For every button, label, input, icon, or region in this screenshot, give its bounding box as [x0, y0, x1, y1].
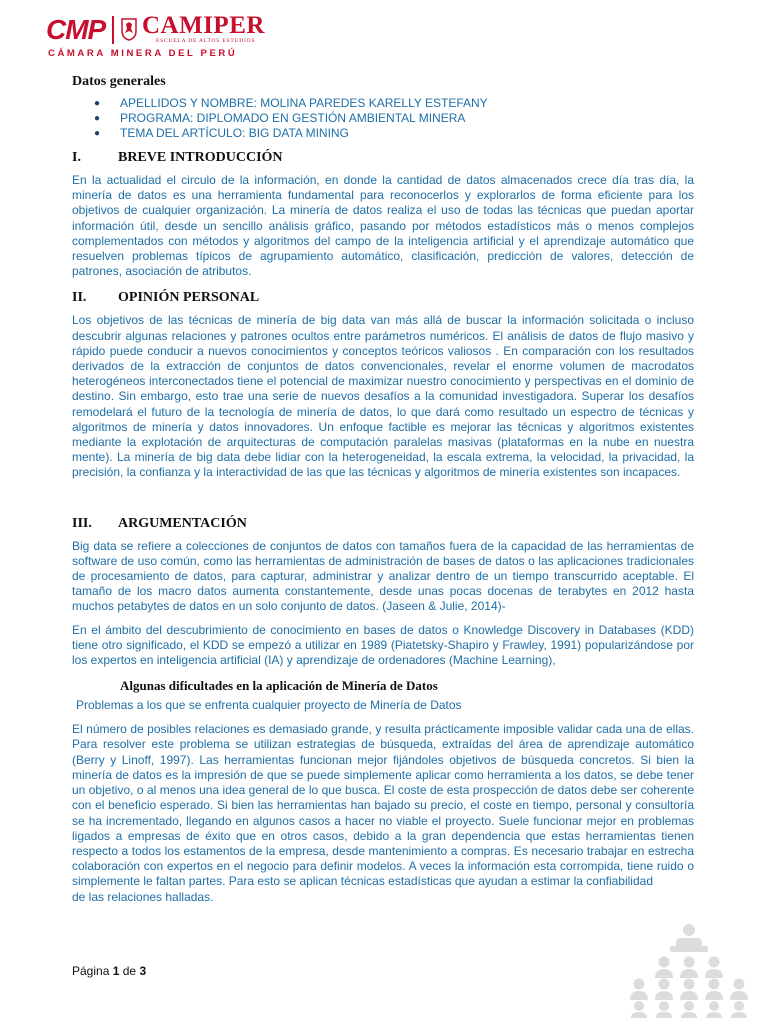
page-current: 1: [112, 964, 120, 978]
camiper-seal-icon: [120, 17, 138, 41]
datos-generales-title: Datos generales: [72, 74, 166, 89]
section-number: II.: [72, 290, 87, 306]
section-title: OPINIÓN PERSONAL: [118, 290, 260, 306]
bullet-icon: ●: [94, 128, 101, 139]
list-item: [72, 96, 694, 111]
page-total: 3: [139, 964, 147, 978]
list-item: [72, 126, 694, 141]
section-heading-3: [72, 515, 694, 533]
paragraph-tail: de las relaciones halladas.: [72, 889, 214, 904]
section-title: ARGUMENTACIÓN: [118, 515, 247, 531]
list-item-text: TEMA DEL ARTÍCULO: BIG DATA MINING: [120, 126, 349, 140]
paragraph: En la actualidad el circulo de la información, en donde la cantidad de datos almacenados crece día tras día, la minería de datos es una herramienta fundamental para reconocerlos y explorarlos de forma eficiente para los objetivos de cualquier organización. La minería de datos realiza el uso de todas las técnicas que puedan aportar información útil, desde un sencillo análisis gráfico, pasando por métodos estadísticos más o menos complejos complementados con métodos y algoritmos del campo de la inteligencia artificial y el aprendizaje automático que resuelven problemas típicos de agrupamiento automático, clasificación, predicción de valores, detección de patrones, asociación de atributos.: [72, 173, 694, 279]
list-item-text: APELLIDOS Y NOMBRE: MOLINA PAREDES KARELLY ESTEFANY: [120, 96, 488, 110]
section-heading-2: [72, 289, 694, 307]
paragraph: Los objetivos de las técnicas de minería de big data van más allá de buscar la información solicitada o incluso descubrir algunas relaciones y patrones ocultos entre parámetros numéricos. El análisis de datos de flujo masivo y rápido puede conducir a nuevos conocimientos y conceptos teóricos valiosos . En comparación con los resultados derivados de la extracción de conjuntos de datos convencionales, revelar el enorme volumen de macrodatos heterogéneos interconectados tiene el potencial de maximizar nuestro conocimiento y perspectivas en el dominio de destino. Sin embargo, esto trae una serie de nuevos desafíos a la comunidad investigadora. Superar los desafíos remodelará el futuro de la tecnología de minería de datos, lo que dará como resultado un espectro de técnicas y algoritmos de minería y datos innovadores. Un enfoque factible es mejorar las técnicas y algoritmos existentes mediante la explotación de arquitecturas de computación paralelas masivas (plataformas en la nube en nuestra mente). La minería de big data debe lidiar con la heterogeneidad, la escala extrema, la velocidad, la privacidad, la precisión, la confianza y la interactividad de las que las técnicas y algoritmos de minería existentes son incapaces.: [72, 313, 694, 480]
bullet-icon: ●: [94, 113, 101, 124]
logo-subtitle: ESCUELA DE ALTOS ESTUDIOS: [156, 38, 256, 44]
section-title: BREVE INTRODUCCIÓN: [118, 150, 283, 165]
page-number: [72, 964, 146, 978]
section-heading-1: [72, 149, 694, 167]
paragraph: El número de posibles relaciones es demasiado grande, y resulta prácticamente imposible validar cada una de ellas. Para resolver este problema se utilizan estrategias de búsqueda, extraídas del área de aprendizaje automático (Berry y Linoff, 1997). Las herramientas funcionan mejor fijándoles objetivos de búsqueda concretos. Si bien la minería de datos es la impresión de que se puede simplemente aplicar como herramienta a los datos, se debe tener un objetivo, o al menos una idea general de lo que busca. El coste de esta prospección de datos debe ser coherente con el beneficio esperado. Si bien las herramientas han bajado su precio, el coste en tiempo, personal y consultoría se ha incrementado, llegando en algunos casos a hacer no viable el proyecto. Suele funcionar mejor en problemas ligados a empresas de éxito que en otros casos, debido a la gran dependencia que estas herramientas tienen respecto a todos los estamentos de la empresa, desde mantenimiento a compras. Es necesario trabajar en estrecha colaboración con expertos en el negocio para definir modelos. A veces la información esta corrompida, tiene ruido o simplemente le faltan partes. Para esto se aplican técnicas estadísticas que ayudan a estimar la confiabilidad: [72, 722, 694, 889]
paragraph: En el ámbito del descubrimiento de conocimiento en bases de datos o Knowledge Discovery in Databases (KDD) tiene otro significado, el KDD se empezó a utilizar en 1989 (Piatetsky-Shapiro y Frawley, 1991) popularizándose por los expertos en inteligencia artificial (IA) y aprendizaje de ordenadores (Machine Learning),: [72, 622, 694, 668]
subsection-title: Algunas dificultades en la aplicación de Minería de Datos: [120, 678, 438, 694]
section-number: I.: [72, 150, 81, 165]
bullet-icon: ●: [94, 98, 101, 109]
logo-divider: [112, 16, 114, 44]
audience-presenter-icon: [624, 922, 754, 1018]
logo-cmp-text: CMP: [46, 14, 106, 45]
logo-tagline: CÁMARA MINERA DEL PERÚ: [48, 48, 238, 59]
list-item: [72, 111, 694, 126]
datos-generales-list: [72, 96, 694, 141]
logo-name: CAMIPER: [142, 12, 265, 39]
camiper-logo: [46, 12, 306, 59]
paragraph: Big data se refiere a colecciones de conjuntos de datos con tamaños fuera de la capacidad de las herramientas de software de uso común, como las herramientas de administración de bases de datos o las aplicaciones tradicionales de procesamiento de datos, para capturar, administrar y analizar dentro de un tiempo transcurrido aceptable. El tamaño de los macro datos aumenta constantemente, desde unas pocas docenas de terabytes en 2012 hasta muchos petabytes de datos en un solo conjunto de datos. (Jaseen & Julie, 2014)-: [72, 538, 694, 614]
subsection-lead: Problemas a los que se enfrenta cualquier proyecto de Minería de Datos: [76, 698, 462, 713]
page-of: de: [122, 964, 137, 978]
page-word: Página: [72, 964, 110, 978]
section-number: III.: [72, 515, 92, 531]
list-item-text: PROGRAMA: DIPLOMADO EN GESTIÓN AMBIENTAL MINERA: [120, 111, 466, 125]
document-body: [72, 74, 694, 905]
